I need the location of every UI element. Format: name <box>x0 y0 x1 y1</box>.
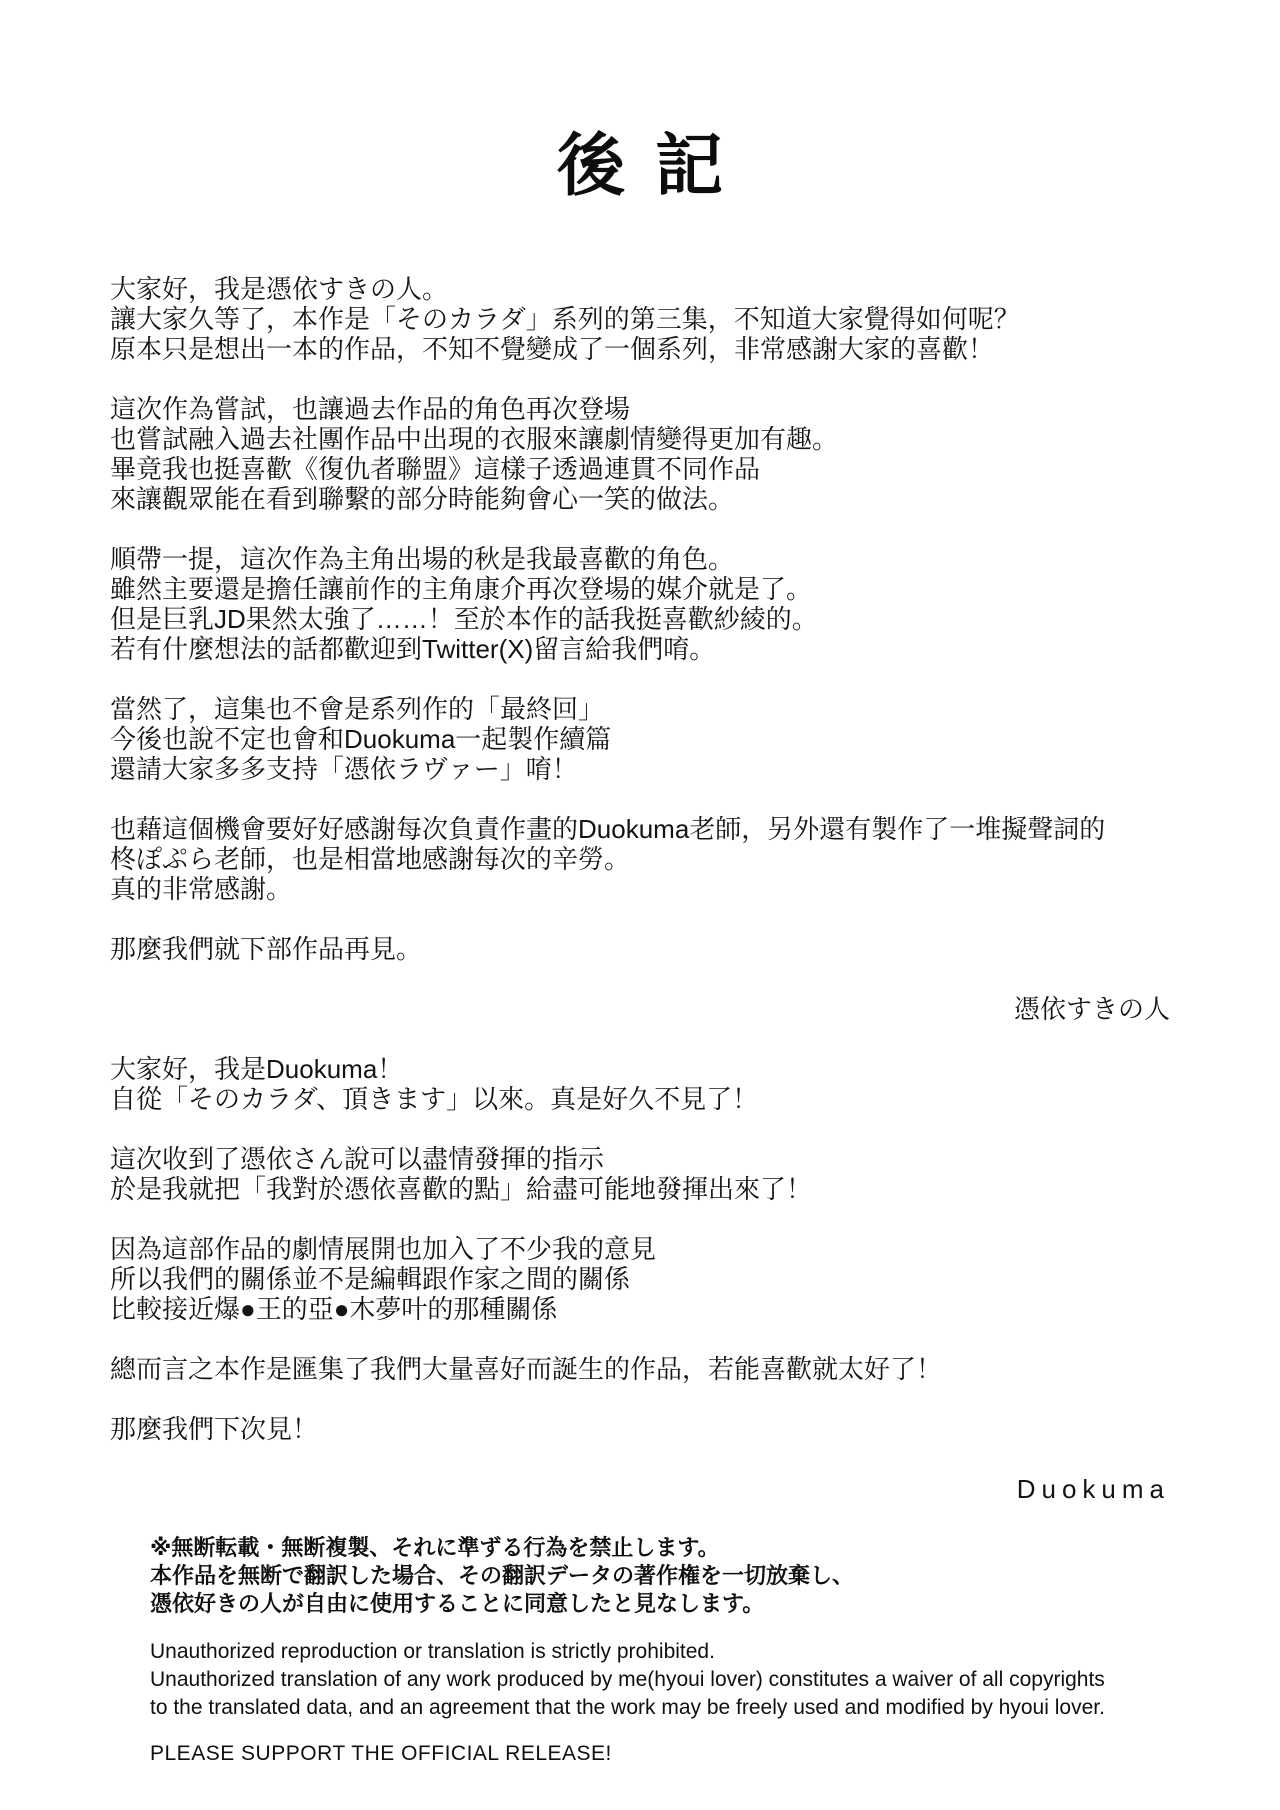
text-line: 於是我就把「我對於憑依喜歡的點」給盡可能地發揮出來了！ <box>110 1174 813 1204</box>
page-title: 後記 <box>556 128 753 204</box>
copyright-notice-jp <box>150 1534 1170 1618</box>
text-line: 這次作為嘗試，也讓過去作品的角色再次登場 <box>110 394 631 424</box>
paragraph-series-future <box>110 694 1170 784</box>
paragraph-farewell <box>110 934 1170 964</box>
paragraph-summary <box>110 1354 1170 1384</box>
copyright-notice-en <box>150 1638 1170 1722</box>
text-line: 畢竟我也挺喜歡《復仇者聯盟》這樣子透過連貫不同作品 <box>110 454 761 484</box>
paragraph-instructions <box>110 1144 1170 1204</box>
paragraph-greeting <box>110 274 1170 364</box>
text-line: 自從「そのカラダ、頂きます」以來。真是好久不見了！ <box>110 1084 759 1114</box>
text-line: 那麼我們就下部作品再見。 <box>110 934 423 964</box>
support-official-release-notice: PLEASE SUPPORT THE OFFICIAL RELEASE! <box>150 1742 612 1765</box>
text-line: 大家好，我是Duokuma！ <box>110 1054 404 1084</box>
text-line: 也藉這個機會要好好感謝每次負責作畫的Duokuma老師，另外還有製作了一堆擬聲詞的 <box>110 814 1106 844</box>
afterword-body <box>110 274 1170 1768</box>
text-line: to the translated data, and an agreement that the work may be freely used and modified by hyoui lover. <box>150 1696 1105 1719</box>
text-line: 讓大家久等了，本作是「そのカラダ」系列的第三集，不知道大家覺得如何呢？ <box>110 304 1020 334</box>
text-line: ※無断転載・無断複製、それに準ずる行為を禁止します。 <box>150 1535 720 1560</box>
paragraph-relationship <box>110 1234 1170 1324</box>
text-line: 雖然主要還是擔任讓前作的主角康介再次登場的媒介就是了。 <box>110 574 813 604</box>
paragraph-favorite-character <box>110 544 1170 664</box>
text-line: 原本只是想出一本的作品，不知不覺變成了一個系列，非常感謝大家的喜歡！ <box>110 334 995 364</box>
text-line: 總而言之本作是匯集了我們大量喜好而誕生的作品，若能喜歡就太好了！ <box>110 1354 943 1384</box>
text-line: Unauthorized reproduction or translation is strictly prohibited. <box>150 1640 715 1663</box>
text-line: 順帶一提，這次作為主角出場的秋是我最喜歡的角色。 <box>110 544 735 574</box>
paragraph-greeting-duokuma <box>110 1054 1170 1114</box>
text-line: 柊ぽぷら老師，也是相當地感謝每次的辛勞。 <box>110 844 631 874</box>
copyright-footer <box>150 1534 1170 1768</box>
text-line: 大家好，我是憑依すきの人。 <box>110 274 449 304</box>
text-line: 比較接近爆●王的亞●木夢叶的那種關係 <box>110 1294 558 1324</box>
paragraph-thanks <box>110 814 1170 904</box>
text-line: 真的非常感謝。 <box>110 874 293 904</box>
text-line: 還請大家多多支持「憑依ラヴァー」唷！ <box>110 754 578 784</box>
text-line: 當然了，這集也不會是系列作的「最終回」 <box>110 694 605 724</box>
text-line: 因為這部作品的劇情展開也加入了不少我的意見 <box>110 1234 657 1264</box>
text-line: 來讓觀眾能在看到聯繫的部分時能夠會心一笑的做法。 <box>110 484 735 514</box>
text-line: Unauthorized translation of any work produced by me(hyoui lover) constitutes a waiver of all copyrights <box>150 1668 1105 1691</box>
author-signature-duokuma: Duokuma <box>1016 1474 1170 1504</box>
text-line: 但是巨乳JD果然太強了……！至於本作的話我挺喜歡紗綾的。 <box>110 604 818 634</box>
text-line: 這次收到了憑依さん說可以盡情發揮的指示 <box>110 1144 605 1174</box>
text-line: 若有什麼想法的話都歡迎到Twitter(X)留言給我們唷。 <box>110 634 716 664</box>
text-line: 那麼我們下次見！ <box>110 1414 319 1444</box>
text-line: 憑依好きの人が自由に使用することに同意したと見なします。 <box>150 1591 765 1616</box>
text-line: 所以我們的關係並不是編輯跟作家之間的關係 <box>110 1264 631 1294</box>
section-hyoui-lover <box>110 274 1170 1024</box>
section-duokuma <box>110 1054 1170 1504</box>
text-line: 今後也說不定也會和Duokuma一起製作續篇 <box>110 724 612 754</box>
paragraph-returning-characters <box>110 394 1170 514</box>
text-line: 本作品を無断で翻訳した場合、その翻訳データの著作権を一切放棄し、 <box>150 1563 855 1588</box>
text-line: 也嘗試融入過去社團作品中出現的衣服來讓劇情變得更加有趣。 <box>110 424 839 454</box>
author-signature-hyoui-lover: 憑依すきの人 <box>1013 994 1170 1024</box>
paragraph-farewell-duokuma <box>110 1414 1170 1444</box>
